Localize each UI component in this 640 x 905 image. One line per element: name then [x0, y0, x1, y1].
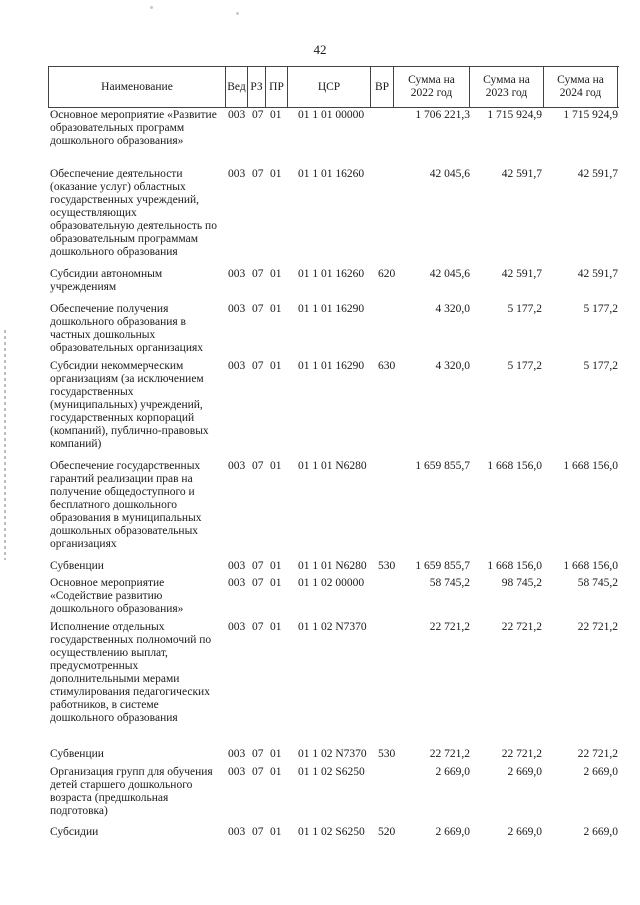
row-sum-2022: 58 745,2: [429, 577, 470, 589]
row-pr: 01: [270, 826, 282, 838]
row-vr: 530: [378, 748, 396, 760]
header-pr: ПР: [266, 67, 288, 107]
row-rz: 07: [252, 766, 264, 778]
row-name: Обеспечение получения дошкольного образования в частных дошкольных образовательных организациях: [50, 303, 204, 354]
row-ved: 003: [228, 621, 246, 633]
row-ved: 003: [228, 766, 246, 778]
row-csr: 01 1 01 N6280: [298, 460, 367, 472]
row-csr: 01 1 01 N6280: [298, 560, 367, 572]
row-sum-2024: 2 669,0: [583, 826, 618, 838]
header-name: Наименование: [49, 67, 226, 107]
row-sum-2023: 1 668 156,0: [487, 460, 542, 472]
row-name: Субсидии некоммерческим организациям (за исключением государственных (муниципальных) учреждений, государственных корпораций (компаний), публично-правовых компаний): [50, 360, 209, 450]
row-ved: 003: [228, 360, 246, 372]
row-ved: 003: [228, 826, 246, 838]
header-ved: Вед: [226, 67, 248, 107]
row-sum-2024: 42 591,7: [577, 168, 618, 180]
row-rz: 07: [252, 621, 264, 633]
row-csr: 01 1 02 N7370: [298, 748, 367, 760]
row-sum-2024: 5 177,2: [583, 360, 618, 372]
row-csr: 01 1 01 16290: [298, 360, 365, 372]
row-ved: 003: [228, 109, 246, 121]
row-rz: 07: [252, 303, 264, 315]
row-name: Обеспечение государственных гарантий реализации прав на получение общедоступного и бесплатного дошкольного образования в муниципальных дошкольных образовательных организациях: [50, 460, 202, 550]
row-rz: 07: [252, 360, 264, 372]
scan-speck: [150, 6, 153, 9]
row-ved: 003: [228, 268, 246, 280]
row-sum-2022: 4 320,0: [435, 360, 470, 372]
row-vr: 630: [378, 360, 396, 372]
row-ved: 003: [228, 577, 246, 589]
row-sum-2023: 98 745,2: [501, 577, 542, 589]
row-sum-2024: 42 591,7: [577, 268, 618, 280]
row-sum-2023: 5 177,2: [507, 360, 542, 372]
row-sum-2024: 58 745,2: [577, 577, 618, 589]
row-ved: 003: [228, 168, 246, 180]
row-vr: 520: [378, 826, 396, 838]
row-sum-2023: 42 591,7: [501, 168, 542, 180]
row-rz: 07: [252, 826, 264, 838]
row-csr: 01 1 01 16260: [298, 268, 365, 280]
row-sum-2023: 42 591,7: [501, 268, 542, 280]
row-vr: 620: [378, 268, 396, 280]
row-name: Субсидии автономным учреждениям: [50, 268, 163, 293]
header-sum-2024: Сумма на 2024 год: [544, 67, 618, 107]
row-ved: 003: [228, 560, 246, 572]
row-pr: 01: [270, 168, 282, 180]
row-csr: 01 1 02 S6250: [298, 826, 365, 838]
row-rz: 07: [252, 748, 264, 760]
row-csr: 01 1 02 S6250: [298, 766, 365, 778]
header-csr: ЦСР: [288, 67, 371, 107]
row-pr: 01: [270, 460, 282, 472]
row-csr: 01 1 02 N7370: [298, 621, 367, 633]
row-pr: 01: [270, 109, 282, 121]
row-sum-2023: 22 721,2: [501, 621, 542, 633]
row-rz: 07: [252, 577, 264, 589]
row-sum-2022: 2 669,0: [435, 766, 470, 778]
header-sum-2023: Сумма на 2023 год: [470, 67, 544, 107]
row-rz: 07: [252, 268, 264, 280]
row-sum-2022: 2 669,0: [435, 826, 470, 838]
row-sum-2023: 2 669,0: [507, 826, 542, 838]
row-sum-2022: 1 706 221,3: [415, 109, 470, 121]
row-sum-2022: 22 721,2: [429, 748, 470, 760]
row-sum-2024: 5 177,2: [583, 303, 618, 315]
header-sum-2022: Сумма на 2022 год: [394, 67, 470, 107]
header-rz: РЗ: [248, 67, 266, 107]
row-rz: 07: [252, 560, 264, 572]
row-rz: 07: [252, 460, 264, 472]
row-sum-2023: 22 721,2: [501, 748, 542, 760]
page-number: 42: [313, 42, 327, 57]
row-sum-2022: 42 045,6: [429, 268, 470, 280]
row-name: Организация групп для обучения детей старшего дошкольного возраста (предшкольная подготовка): [50, 766, 213, 817]
row-name: Обеспечение деятельности (оказание услуг) областных государственных учреждений, осуществляющих образовательную деятельность по образовательным программам дошкольного образования: [50, 168, 217, 258]
row-csr: 01 1 01 00000: [298, 109, 365, 121]
row-sum-2023: 2 669,0: [507, 766, 542, 778]
row-sum-2024: 1 668 156,0: [563, 460, 618, 472]
row-ved: 003: [228, 748, 246, 760]
row-sum-2022: 22 721,2: [429, 621, 470, 633]
row-sum-2022: 4 320,0: [435, 303, 470, 315]
row-pr: 01: [270, 621, 282, 633]
row-pr: 01: [270, 560, 282, 572]
row-pr: 01: [270, 268, 282, 280]
row-rz: 07: [252, 109, 264, 121]
row-vr: 530: [378, 560, 396, 572]
row-csr: 01 1 01 16290: [298, 303, 365, 315]
row-sum-2024: 1 715 924,9: [563, 109, 618, 121]
scan-margin-mark: [4, 330, 6, 560]
row-ved: 003: [228, 460, 246, 472]
row-name: Основное мероприятие «Содействие развитию дошкольного образования»: [50, 577, 184, 615]
row-sum-2022: 1 659 855,7: [415, 460, 470, 472]
row-sum-2023: 5 177,2: [507, 303, 542, 315]
row-name: Субвенции: [50, 560, 104, 572]
row-name: Субсидии: [50, 826, 99, 838]
row-sum-2023: 1 715 924,9: [487, 109, 542, 121]
row-name: Субвенции: [50, 748, 104, 760]
row-pr: 01: [270, 766, 282, 778]
row-sum-2024: 1 668 156,0: [563, 560, 618, 572]
row-sum-2022: 42 045,6: [429, 168, 470, 180]
table-header: [48, 66, 619, 108]
row-name: Основное мероприятие «Развитие образовательных программ дошкольного образования»: [50, 109, 217, 147]
row-pr: 01: [270, 577, 282, 589]
row-sum-2024: 22 721,2: [577, 621, 618, 633]
row-rz: 07: [252, 168, 264, 180]
row-pr: 01: [270, 360, 282, 372]
row-pr: 01: [270, 748, 282, 760]
row-csr: 01 1 01 16260: [298, 168, 365, 180]
row-csr: 01 1 02 00000: [298, 577, 365, 589]
header-vr: ВР: [371, 67, 394, 107]
scan-speck: [236, 12, 239, 15]
row-sum-2023: 1 668 156,0: [487, 560, 542, 572]
row-sum-2024: 22 721,2: [577, 748, 618, 760]
row-ved: 003: [228, 303, 246, 315]
row-name: Исполнение отдельных государственных полномочий по осуществлению выплат, предусмотренных дополнительными мерами стимулирования педагогических работников, в системе дошкольного образования: [50, 621, 212, 724]
row-pr: 01: [270, 303, 282, 315]
row-sum-2024: 2 669,0: [583, 766, 618, 778]
row-sum-2022: 1 659 855,7: [415, 560, 470, 572]
